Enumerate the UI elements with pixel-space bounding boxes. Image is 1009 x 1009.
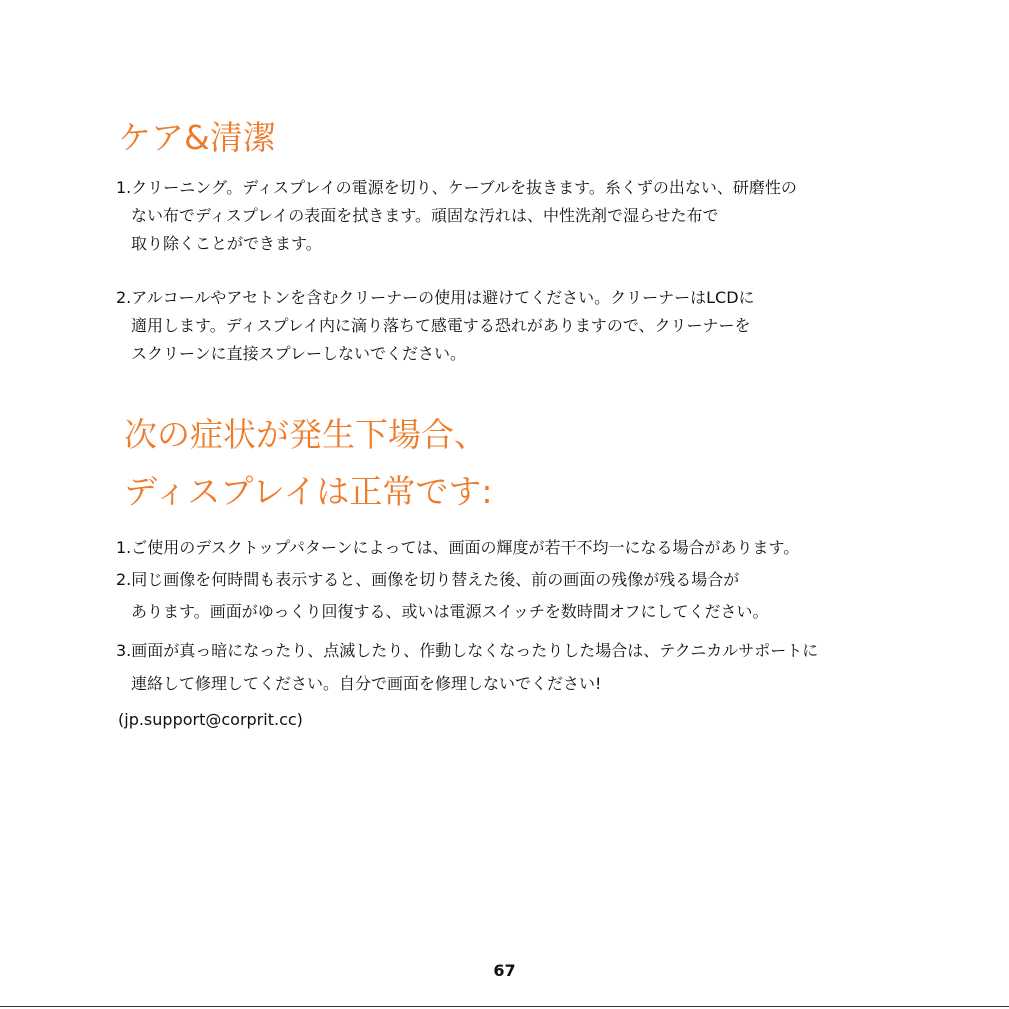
- normal-symptoms-heading-line-1: 次の症状が発生下場合、: [124, 415, 487, 454]
- cleaning-text-line: 2.アルコールやアセトンを含むクリーナーの使用は避けてください。クリーナーはLCDに: [116, 288, 755, 307]
- normal-symptoms-heading-line-2: ディスプレイは正常です:: [124, 472, 493, 511]
- symptom-text-line: 3.画面が真っ暗になったり、点滅したり、作動しなくなったりした場合は、テクニカルサポートに: [116, 641, 819, 660]
- page-number: 67: [493, 961, 516, 980]
- symptom-text-line: 連絡して修理してください。自分で画面を修理しないでください!: [131, 674, 602, 693]
- cleaning-text-line: ない布でディスプレイの表面を拭きます。頑固な汚れは、中性洗剤で湿らせた布で: [131, 206, 719, 225]
- cleaning-text-line: スクリーンに直接スプレーしないでください。: [131, 344, 467, 363]
- cleaning-text-line: 取り除くことができます。: [131, 234, 322, 253]
- symptom-text-line: あります。画面がゆっくり回復する、或いは電源スイッチを数時間オフにしてください。: [131, 602, 769, 621]
- cleaning-text-line: 1.クリーニング。ディスプレイの電源を切り、ケーブルを抜きます。糸くずの出ない、研磨性の: [116, 178, 797, 197]
- cleaning-text-line: 適用します。ディスプレイ内に滴り落ちて感電する恐れがありますので、クリーナーを: [131, 316, 751, 335]
- symptom-text-line: 1.ご使用のデスクトップパターンによっては、画面の輝度が若干不均一になる場合があります。: [116, 538, 800, 557]
- symptom-text-line: 2.同じ画像を何時間も表示すると、画像を切り替えた後、前の画面の残像が残る場合が: [116, 570, 740, 589]
- care-cleaning-heading: ケア&清潔: [118, 118, 276, 157]
- support-email: (jp.support@corprit.cc): [118, 710, 303, 729]
- bottom-divider: [0, 1006, 1009, 1007]
